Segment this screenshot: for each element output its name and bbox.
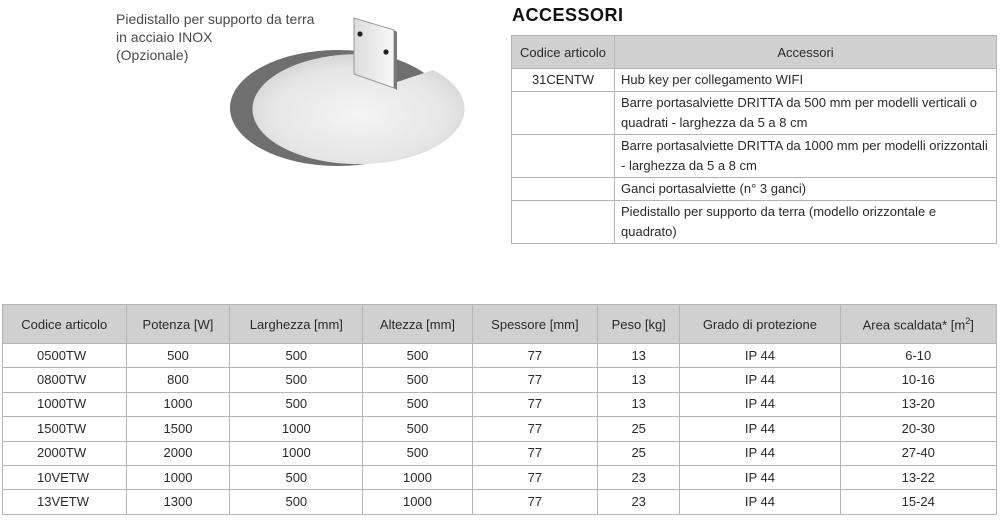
specs-cell-code: 1000TW — [3, 392, 127, 416]
floor-stand-image — [226, 8, 466, 168]
stand-caption: Piedistallo per supporto da terra in acciaio INOX (Opzionale) — [116, 11, 315, 63]
accessory-row — [512, 178, 997, 201]
specs-header-weight: Peso [kg] — [598, 305, 680, 344]
specs-cell-weight: 25 — [598, 417, 680, 441]
specs-cell-width: 500 — [230, 490, 363, 514]
specs-cell-protection: IP 44 — [680, 417, 840, 441]
specs-cell-width: 500 — [230, 392, 363, 416]
specs-header-height: Altezza [mm] — [363, 305, 472, 344]
specs-cell-code: 2000TW — [3, 441, 127, 465]
accessory-description: Hub key per collegamento WIFI — [615, 69, 997, 92]
specs-row — [3, 441, 997, 465]
specs-cell-weight: 23 — [598, 490, 680, 514]
specs-cell-area: 15-24 — [840, 490, 996, 514]
accessory-description: Ganci portasalviette (n° 3 ganci) — [615, 178, 997, 201]
specs-cell-area: 20-30 — [840, 417, 996, 441]
specs-cell-width: 500 — [230, 465, 363, 489]
specs-row — [3, 465, 997, 489]
accessory-description: Barre portasalviette DRITTA da 500 mm per modelli verticali o quadrati - larghezza da 5 a 8 cm — [615, 92, 997, 135]
specs-cell-power: 1000 — [126, 392, 230, 416]
specs-cell-power: 500 — [126, 344, 230, 368]
specs-cell-area: 13-22 — [840, 465, 996, 489]
specs-cell-thickness: 77 — [472, 417, 597, 441]
specs-table — [2, 304, 997, 515]
accessories-header-description: Accessori — [615, 36, 997, 69]
accessory-code — [512, 201, 615, 244]
specs-cell-area: 10-16 — [840, 368, 996, 392]
specs-cell-weight: 25 — [598, 441, 680, 465]
specs-cell-code: 0500TW — [3, 344, 127, 368]
accessory-code — [512, 135, 615, 178]
specs-cell-protection: IP 44 — [680, 392, 840, 416]
specs-cell-thickness: 77 — [472, 368, 597, 392]
specs-cell-protection: IP 44 — [680, 344, 840, 368]
specs-cell-power: 1000 — [126, 465, 230, 489]
specs-header-code: Codice articolo — [3, 305, 127, 344]
specs-row — [3, 368, 997, 392]
specs-cell-height: 1000 — [363, 465, 472, 489]
accessory-row — [512, 69, 997, 92]
specs-cell-thickness: 77 — [472, 490, 597, 514]
specs-cell-weight: 13 — [598, 344, 680, 368]
specs-row — [3, 490, 997, 514]
specs-cell-protection: IP 44 — [680, 490, 840, 514]
specs-header-area-label: Area scaldata* [m — [862, 317, 966, 333]
specs-cell-code: 1500TW — [3, 417, 127, 441]
specs-cell-width: 1000 — [230, 417, 363, 441]
specs-header-thickness: Spessore [mm] — [472, 305, 597, 344]
specs-cell-code: 0800TW — [3, 368, 127, 392]
accessory-description: Barre portasalviette DRITTA da 1000 mm per modelli orizzontali - larghezza da 5 a 8 cm — [615, 135, 997, 178]
accessory-description: Piedistallo per supporto da terra (modello orizzontale e quadrato) — [615, 201, 997, 244]
specs-cell-protection: IP 44 — [680, 368, 840, 392]
specs-cell-area: 13-20 — [840, 392, 996, 416]
specs-cell-thickness: 77 — [472, 441, 597, 465]
accessories-table — [511, 35, 997, 244]
accessories-header-code: Codice articolo — [512, 36, 615, 69]
specs-header-area-exponent: 2 — [965, 315, 971, 326]
specs-cell-weight: 13 — [598, 392, 680, 416]
specs-cell-weight: 13 — [598, 368, 680, 392]
specs-cell-height: 500 — [363, 392, 472, 416]
accessory-row — [512, 135, 997, 178]
specs-cell-height: 500 — [363, 441, 472, 465]
specs-header-width: Larghezza [mm] — [230, 305, 363, 344]
specs-header-power: Potenza [W] — [126, 305, 230, 344]
accessories-title: ACCESSORI — [512, 5, 624, 25]
specs-cell-area: 27-40 — [840, 441, 996, 465]
accessory-row — [512, 201, 997, 244]
specs-cell-thickness: 77 — [472, 392, 597, 416]
specs-cell-power: 1300 — [126, 490, 230, 514]
specs-cell-width: 1000 — [230, 441, 363, 465]
specs-row — [3, 344, 997, 368]
specs-cell-power: 2000 — [126, 441, 230, 465]
specs-cell-width: 500 — [230, 368, 363, 392]
accessory-code: 31CENTW — [512, 69, 615, 92]
specs-cell-code: 13VETW — [3, 490, 127, 514]
specs-header-protection: Grado di protezione — [680, 305, 840, 344]
specs-cell-height: 500 — [363, 344, 472, 368]
accessory-code — [512, 178, 615, 201]
specs-cell-power: 1500 — [126, 417, 230, 441]
specs-cell-height: 500 — [363, 417, 472, 441]
specs-header-area — [840, 305, 996, 344]
specs-row — [3, 417, 997, 441]
specs-cell-height: 1000 — [363, 490, 472, 514]
specs-cell-weight: 23 — [598, 465, 680, 489]
specs-cell-thickness: 77 — [472, 465, 597, 489]
specs-cell-power: 800 — [126, 368, 230, 392]
specs-header-area-close: ] — [970, 317, 974, 333]
specs-cell-area: 6-10 — [840, 344, 996, 368]
specs-cell-thickness: 77 — [472, 344, 597, 368]
specs-cell-width: 500 — [230, 344, 363, 368]
specs-cell-protection: IP 44 — [680, 465, 840, 489]
specs-cell-height: 500 — [363, 368, 472, 392]
accessory-row — [512, 92, 997, 135]
accessory-code — [512, 92, 615, 135]
specs-cell-protection: IP 44 — [680, 441, 840, 465]
specs-cell-code: 10VETW — [3, 465, 127, 489]
specs-row — [3, 392, 997, 416]
